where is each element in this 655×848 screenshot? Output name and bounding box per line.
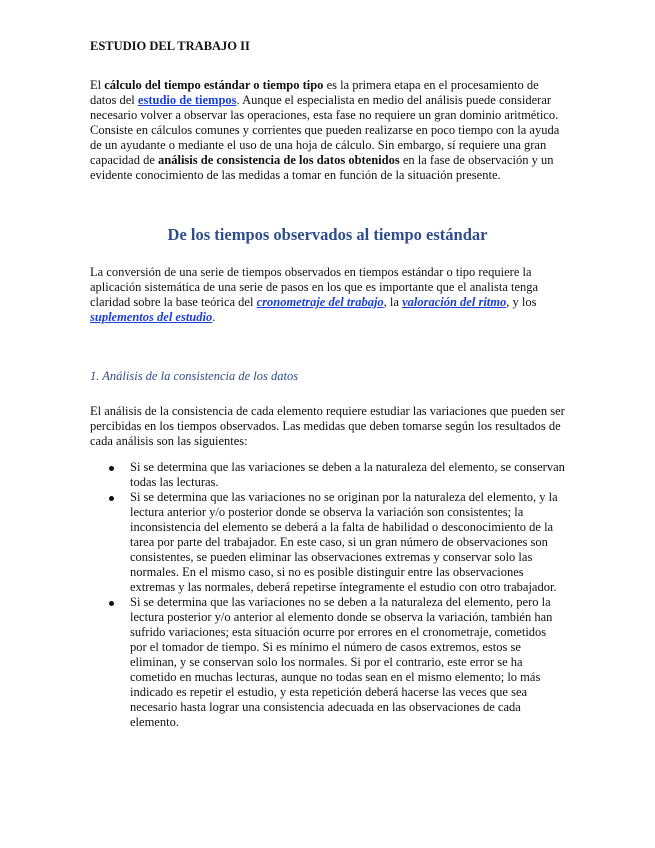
intro-bold-consistency: análisis de consistencia de los datos obtenidos (158, 153, 400, 167)
intro-text-2: es la primera etapa en el procesamiento de datos del (90, 78, 539, 107)
link-suplementos[interactable]: suplementos del estudio (90, 310, 213, 324)
list-item-text: Si se determina que las variaciones no se originan por la naturaleza del elemento, y la lectura anterior y/o posterior donde se observa la variación son consistentes; la inconsistencia del elemento se deberá a la falta de habilidad o desconocimiento de la tarea por parte del trabajador. En este caso, si un gran número de observaciones son consistentes, se pueden eliminar las observaciones extremas y conservar solo las normales. En el mismo caso, si no es posible distinguir entre las observaciones extremas y las normales, deberá repetirse íntegramente el estudio con otro trabajador. (130, 490, 558, 594)
list-item (130, 490, 565, 595)
bullet-list (90, 460, 565, 730)
list-item (130, 460, 565, 490)
bullet-icon (109, 466, 114, 471)
conversion-text-4: . (212, 310, 216, 324)
intro-text-3: . Aunque el especialista en medio del análisis puede considerar necesario volver a observar las operaciones, esta fase no requiere un gran dominio aritmético. Consiste en cálculos comunes y corrientes que pueden realizarse en poco tiempo con la ayuda de un ayudante o mediante el uso de una hoja de cálculo. Sin embargo, sí requiere una gran capacidad de (90, 93, 560, 167)
document-title: ESTUDIO DEL TRABAJO II (90, 39, 250, 53)
conversion-text-2: , la (383, 295, 403, 309)
consistency-paragraph: El análisis de la consistencia de cada elemento requiere estudiar las variaciones que pueden ser percibidas en los tiempos observados. Las medidas que deben tomarse según los resultados de cada análisis son las siguientes: (90, 404, 565, 448)
conversion-paragraph (90, 265, 565, 325)
intro-text-4: en la fase de observación y un evidente conocimiento de las medidas a tomar en función de la situación presente. (90, 153, 554, 182)
link-cronometraje[interactable]: cronometraje del trabajo (256, 295, 384, 309)
conversion-text-3: , y los (506, 295, 537, 309)
subsection-heading: 1. Análisis de la consistencia de los datos (90, 369, 299, 383)
link-estudio-de-tiempos[interactable]: estudio de tiempos (137, 93, 237, 107)
bullet-icon (109, 496, 114, 501)
conversion-text-1: La conversión de una serie de tiempos observados en tiempos estándar o tipo requiere la aplicación sistemática de una serie de pasos en los que es importante que el analista tenga claridad sobre la base teórica del (90, 265, 539, 309)
list-item-text: Si se determina que las variaciones se deben a la naturaleza del elemento, se conservan todas las lecturas. (130, 460, 565, 489)
list-item-text: Si se determina que las variaciones no se deben a la naturaleza del elemento, pero la lectura posterior y/o anterior al elemento donde se observa la variación, también han sufrido variaciones; esta situación ocurre por errores en el cronometraje, cometidos por el tomador de tiempo. Si es mínimo el número de casos extremos, estos se eliminan, y se conservan solo los normales. Si por el contrario, este error se ha cometido en muchas lecturas, aunque no todas sean en el mismo elemento; lo más indicado es repetir el estudio, y esta repetición deberá hacerse las veces que sea necesario hasta lograr una consistencia adecuada en las observaciones de cada elemento. (130, 595, 553, 729)
intro-bold-standard-time: cálculo del tiempo estándar o tiempo tipo (104, 78, 324, 92)
intro-text-1: El (90, 78, 105, 92)
bullet-icon (109, 601, 114, 606)
list-item (130, 595, 565, 730)
intro-paragraph (90, 78, 565, 183)
section-heading: De los tiempos observados al tiempo estándar (167, 225, 488, 244)
link-valoracion-ritmo[interactable]: valoración del ritmo (402, 295, 507, 309)
